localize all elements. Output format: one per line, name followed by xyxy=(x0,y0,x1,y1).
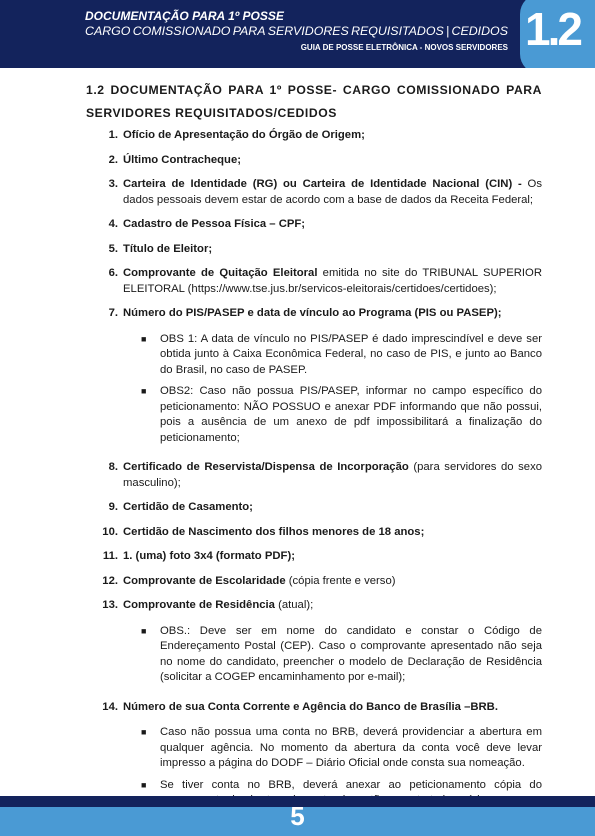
square-bullet-icon: ■ xyxy=(141,779,147,790)
item-lead: Comprovante de Escolaridade xyxy=(123,574,286,587)
sub-item-text: OBS.: Deve ser em nome do candidato e constar o Código de Endereçamento Postal (CEP). Caso o comprovante apresentado não seja no nome do candidato, preencher o modelo de Declaração de Residência (solicitar a COGEP encaminhamento por e-mail); xyxy=(160,624,542,683)
sub-item-text: Caso não possua uma conta no BRB, deverá providenciar a abertura em qualquer agência. No momento da abertura da conta você deve levar impresso a página do DODF – Diário Oficial onde consta sua nomeação. xyxy=(160,726,542,769)
list-item xyxy=(86,177,542,208)
list-item xyxy=(86,153,542,169)
list-item xyxy=(86,242,542,258)
sub-item-text: OBS 1: A data de vínculo no PIS/PASEP é dado imprescindível e deve ser obtida junto à Caixa Econômica Federal, no caso de PIS, e junto ao Banco do Brasil, no caso de PASEP. xyxy=(160,332,542,376)
sub-item-text: OBS2: Caso não possua PIS/PASEP, informar no campo específico do peticionamento: NÃO POSSUO e anexar PDF informando que não possui, pois a ausência de um anexo de pdf impossibilitará a finalização do peticionamento; xyxy=(160,385,542,444)
list-item xyxy=(86,598,542,614)
item-lead: Título de Eleitor; xyxy=(123,242,213,255)
list-item xyxy=(86,460,542,491)
item-number: 14. xyxy=(102,700,118,713)
header-title: DOCUMENTAÇÃO PARA 1º POSSE xyxy=(85,9,284,23)
list-item xyxy=(86,700,542,716)
header-subtitle-word: PARA xyxy=(232,24,266,38)
item-number: 10. xyxy=(102,525,118,538)
list-item xyxy=(86,266,542,297)
list-item xyxy=(86,574,542,590)
item-lead: Certidão de Nascimento dos filhos menores de 18 anos; xyxy=(123,525,425,538)
item-rest: (cópia frente e verso) xyxy=(285,574,396,587)
header-subtitle-word: CARGO xyxy=(85,24,131,38)
item-lead: Certidão de Casamento; xyxy=(123,501,253,513)
item-number: 5. xyxy=(108,242,118,255)
item-lead: Comprovante de Residência xyxy=(123,599,275,611)
item-lead: Número de sua Conta Corrente e Agência do Banco de Brasília –BRB. xyxy=(123,700,498,713)
item-lead: Ofício de Apresentação do Órgão de Origem; xyxy=(123,129,365,141)
header-subtitle-word: REQUISITADOS xyxy=(351,24,444,38)
item-number: 13. xyxy=(102,599,118,611)
header-subtitle-word: CEDIDOS xyxy=(451,24,508,38)
sub-item xyxy=(141,384,542,446)
item-number: 11. xyxy=(102,550,118,562)
item-number: 6. xyxy=(108,267,118,279)
list-item xyxy=(86,500,542,516)
item-lead: Cadastro de Pessoa Física – CPF; xyxy=(123,218,306,230)
item-lead: Comprovante de Quitação Eleitoral xyxy=(123,267,318,279)
list-item xyxy=(86,525,542,541)
item-number: 1. xyxy=(108,129,118,141)
item-lead: 1. (uma) foto 3x4 (formato PDF); xyxy=(123,550,295,562)
item-rest: Os dados pessoais devem estar de acordo com a base de dados da Receita Federal; xyxy=(123,178,542,206)
page-number: 5 xyxy=(290,801,305,831)
list-item xyxy=(86,128,542,144)
item-number: 7. xyxy=(108,307,118,319)
section-title: 1.2 DOCUMENTAÇÃO PARA 1º POSSE- CARGO COMISSIONADO PARA SERVIDORES REQUISITADOS/CEDIDOS xyxy=(86,83,542,120)
square-bullet-icon: ■ xyxy=(141,333,147,344)
header-guide-label: GUIA DE POSSE ELETRÔNICA - NOVOS SERVIDORES xyxy=(300,43,508,52)
square-bullet-icon: ■ xyxy=(141,386,147,396)
header-subtitle-separator: | xyxy=(446,24,450,38)
item-number: 4. xyxy=(108,218,118,230)
item-lead: Último Contracheque; xyxy=(123,153,241,166)
item-number: 9. xyxy=(108,501,118,513)
header-banner xyxy=(0,0,595,68)
item-lead: Carteira de Identidade (RG) ou Carteira de Identidade Nacional (CIN) - xyxy=(123,178,522,190)
item-rest: (atual); xyxy=(274,599,314,611)
item-number: 8. xyxy=(108,461,118,473)
square-bullet-icon: ■ xyxy=(141,727,147,737)
sub-item-text: Se tiver conta no BRB, deverá anexar ao peticionamento cópia do xyxy=(160,778,542,791)
section-badge-number: 1.2 xyxy=(525,3,580,55)
item-rest: emitida no site do TRIBUNAL SUPERIOR ELEITORAL (https://www.tse.jus.br/servicos-eleitorais/certidoes/certidoes); xyxy=(123,267,542,295)
document-list xyxy=(86,128,542,815)
header-subtitle xyxy=(85,24,508,38)
item-number: 3. xyxy=(108,178,118,190)
item-number: 12. xyxy=(102,574,118,587)
list-item xyxy=(86,549,542,565)
header-subtitle-word: SERVIDORES xyxy=(267,24,349,38)
list-item xyxy=(86,217,542,233)
list-item xyxy=(86,306,542,322)
square-bullet-icon: ■ xyxy=(141,625,147,636)
sub-item xyxy=(141,332,542,379)
header-subtitle-word: COMISSIONADO xyxy=(132,24,231,38)
item-lead: Certificado de Reservista/Dispensa de Incorporação xyxy=(123,461,409,473)
sub-item xyxy=(141,725,542,772)
item-lead: Número do PIS/PASEP e data de vínculo ao Programa (PIS ou PASEP); xyxy=(123,307,502,319)
item-number: 2. xyxy=(108,153,118,166)
sub-item xyxy=(141,624,542,686)
item-rest: (para servidores do sexo masculino); xyxy=(123,461,543,489)
